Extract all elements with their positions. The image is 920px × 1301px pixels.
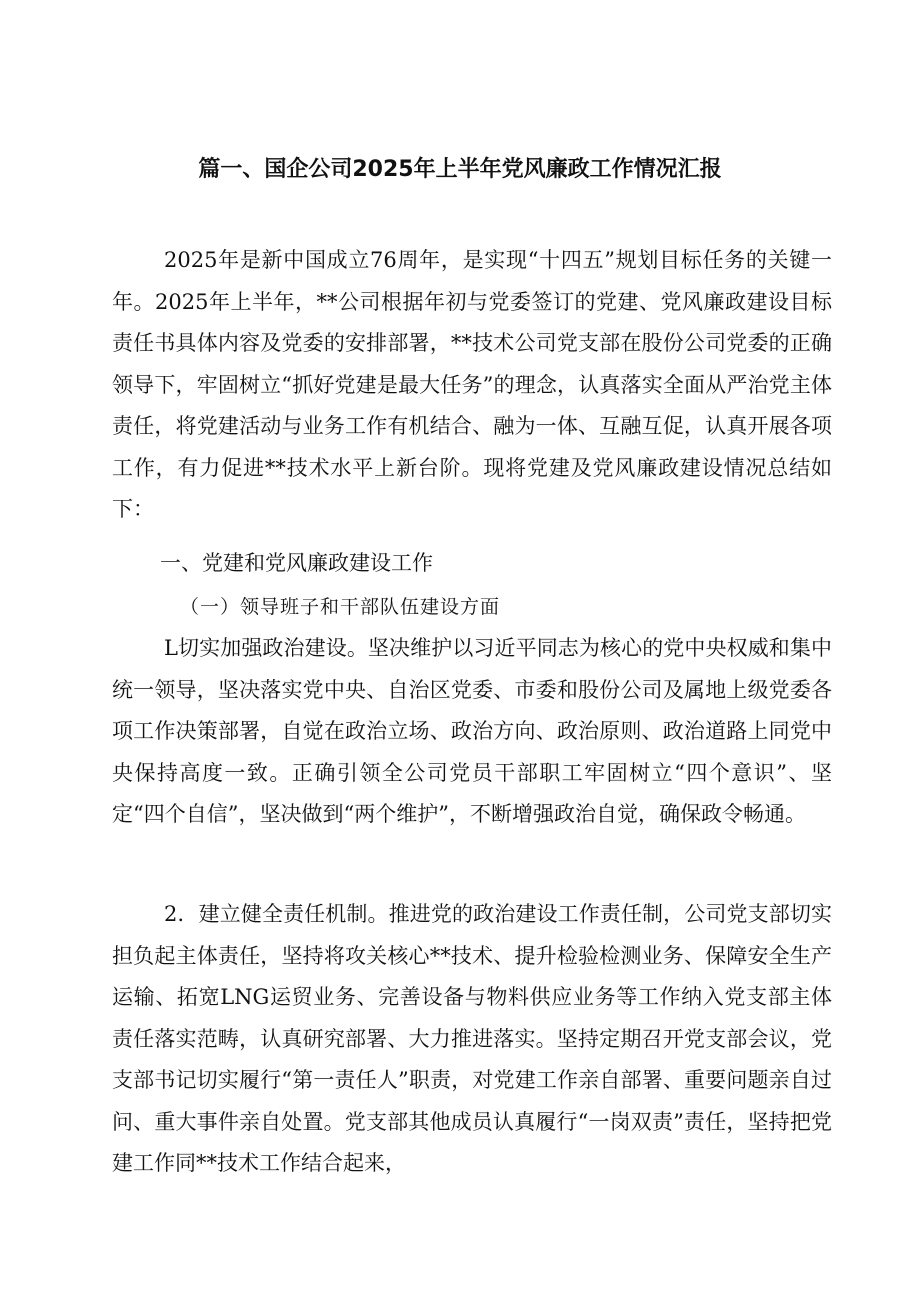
subsection-heading-1: （一）领导班子和干部队伍建设方面 [180,596,501,618]
item-1-paragraph: L切实加强政治建设。坚决维护以习近平同志为核心的党中央权威和集中统一领导，坚决落实党中央、自治区党委、市委和股份公司及属地上级党委各项工作决策部署，自觉在政治立场、政治方向、政治原则、政治道路上同党中央保持高度一致。正确引领全公司党员干部职工牢固树立“四个意识”、坚定“四个自信”，坚决做到“两个维护”，不断增强政治自觉，确保政令畅通。 [112,636,832,826]
intro-paragraph: 2025年是新中国成立76周年，是实现“十四五”规划目标任务的关键一年。2025年上半年，**公司根据年初与党委签订的党建、党风廉政建设目标责任书具体内容及党委的安排部署，**技术公司党支部在股份公司党委的正确领导下，牢固树立“抓好党建是最大任务”的理念，认真落实全面从严治党主体责任，将党建活动与业务工作有机结合、融为一体、互融互促，认真开展各项工作，有力促进**技术水平上新台阶。现将党建及党风廉政建设情况总结如下： [112,248,832,521]
item-2-paragraph: 2．建立健全责任机制。推进党的政治建设工作责任制，公司党支部切实担负起主体责任，坚持将攻关核心**技术、提升检验检测业务、保障安全生产运输、拓宽LNG运贸业务、完善设备与物料供应业务等工作纳入党支部主体责任落实范畴，认真研究部署、大力推进落实。坚持定期召开党支部会议，党支部书记切实履行“第一责任人”职责，对党建工作亲自部署、重要问题亲自过问、重大事件亲自处置。党支部其他成员认真履行“一岗双责”责任，坚持把党建工作同**技术工作结合起来， [112,902,832,1175]
section-heading-1: 一、党建和党风廉政建设工作 [160,551,433,575]
document-title: 篇一、国企公司2025年上半年党风廉政工作情况汇报 [198,157,722,182]
